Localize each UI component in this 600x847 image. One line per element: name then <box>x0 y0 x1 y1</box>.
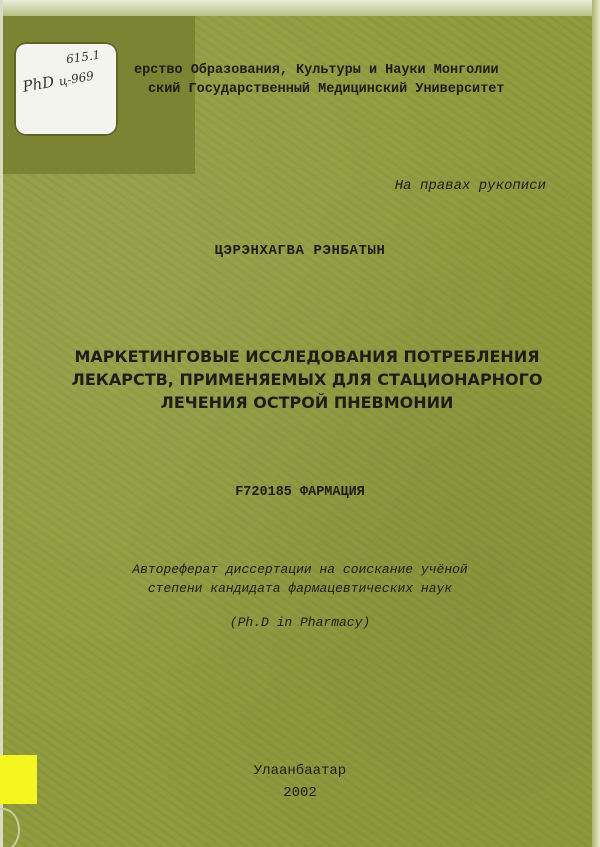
university-line: ский Государственный Медицинский Университет <box>148 82 505 97</box>
dissertation-title <box>52 345 562 414</box>
city: Улаанбаатар <box>253 763 347 779</box>
title-line: ЛЕЧЕНИЯ ОСТРОЙ ПНЕВМОНИИ <box>160 393 454 412</box>
corner-mark <box>0 808 20 847</box>
place-and-year <box>0 760 600 804</box>
title-line: ЛЕКАРСТВ, ПРИМЕНЯЕМЫХ ДЛЯ СТАЦИОНАРНОГО <box>71 370 543 389</box>
sticker-code: ц-969 <box>57 68 95 89</box>
scan-edge-right <box>592 0 600 847</box>
abstract-line: степени кандидата фармацевтических наук <box>147 581 453 596</box>
degree-note: (Ph.D in Pharmacy) <box>229 615 371 630</box>
sticker-classification: 615.1 <box>65 47 102 67</box>
yellow-tab <box>0 755 37 804</box>
sticker-degree: PhD <box>21 72 56 96</box>
title-line: МАРКЕТИНГОВЫЕ ИССЛЕДОВАНИЯ ПОТРЕБЛЕНИЯ <box>74 347 540 366</box>
ministry-line: ерство Образования, Культуры и Науки Монголии <box>134 63 499 78</box>
abstract-description <box>0 560 600 598</box>
specialty-code: F720185 ФАРМАЦИЯ <box>235 485 365 500</box>
scan-edge-top <box>0 0 600 16</box>
author-name: ЦЭРЭНХАГВА РЭНБАТЫН <box>214 243 386 259</box>
manuscript-rights: На правах рукописи <box>394 178 546 194</box>
year: 2002 <box>283 785 317 801</box>
abstract-line: Автореферат диссертации на соискание учёной <box>132 562 468 577</box>
